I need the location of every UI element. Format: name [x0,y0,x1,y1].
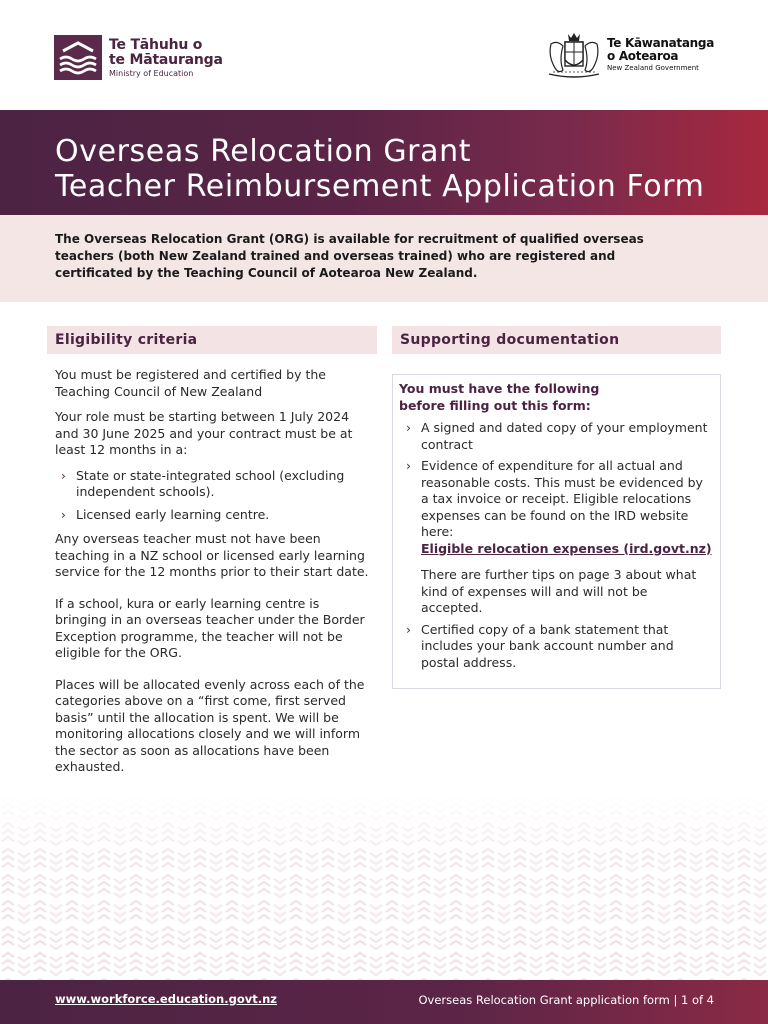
eligibility-bullet-1: State or state-integrated school (excluding independent schools). [76,467,345,499]
footer-page-info: Overseas Relocation Grant application form | 1 of 4 [418,993,714,1007]
chevron-right-icon: › [61,507,66,522]
eligibility-para-1: You must be registered and certified by the Teaching Council of New Zealand [55,367,326,399]
eligibility-bullet-2: Licensed early learning centre. [76,506,270,522]
documentation-item-2-note: There are further tips on page 3 about what kind of expenses will and will not be accepted. [421,567,697,615]
footer [0,980,768,1024]
eligibility-para-4: If a school, kura or early learning centre is bringing in an overseas teacher under the Border Exception programme, the teacher will not be eligible for the ORG. [55,595,365,660]
eligibility-section [47,326,377,785]
chevron-right-icon: › [406,458,411,473]
documentation-list [399,420,712,671]
documentation-lead: You must have the following before filling out this form: [399,381,600,413]
page-title-line1: Overseas Relocation Grant [55,134,472,169]
moe-logo-line1: Te Tāhuhu o [109,36,203,53]
title-banner [0,110,768,215]
eligibility-para-2: Your role must be starting between 1 July 2024 and 30 June 2025 and your contract must be at least 12 months in a: [55,409,353,457]
ird-expenses-link[interactable]: Eligible relocation expenses (ird.govt.nz) [421,540,712,556]
page-title-line2: Teacher Reimbursement Application Form [55,169,705,204]
intro-panel [0,215,768,302]
moe-logo-line3: Ministry of Education [109,68,194,78]
govt-logo-line1: Te Kāwanatanga [607,36,714,51]
decorative-pattern [0,795,768,980]
eligibility-bullet-list [55,468,369,524]
footer-website-link[interactable]: www.workforce.education.govt.nz [55,992,277,1006]
chevron-right-icon: › [61,468,66,483]
chevron-right-icon: › [406,621,411,637]
list-item [55,507,369,524]
govt-logo-line2: o Aotearoa [607,48,679,63]
list-item [55,468,369,501]
eligibility-heading: Eligibility criteria [47,326,377,354]
supporting-documentation-section [392,326,721,689]
documentation-item-2: Evidence of expenditure for all actual and reasonable costs. This must be evidenced by a tax invoice or receipt. Eligible relocations expenses can be found on the IRD website here: [421,458,703,539]
list-item [399,458,712,617]
documentation-item-3: Certified copy of a bank statement that includes your bank account number and postal address. [421,621,674,670]
page-title [55,134,704,204]
ministry-of-education-logo [54,35,223,80]
eligibility-para-5: Places will be allocated evenly across each of the categories above on a “first come, first served basis” until the allocation is spent. We will be monitoring allocations closely and we will inform the sector as soon as allocations have been exhausted. [55,676,365,774]
documentation-item-1: A signed and dated copy of your employment contract [421,420,708,452]
chevron-right-icon: › [406,420,411,435]
documentation-box [392,374,721,689]
moe-logo-line2: te Mātauranga [109,51,223,68]
intro-text: The Overseas Relocation Grant (ORG) is available for recruitment of qualified overseas teachers (both New Zealand trained and overseas trained) who are registered and certificated by the Teaching Council of Aotearoa New Zealand. [55,232,644,280]
list-item [399,622,712,672]
moe-mark-icon [54,35,102,80]
header-logos [0,0,768,110]
govt-logo-line3: New Zealand Government [607,64,699,73]
nz-government-logo [545,30,714,80]
supporting-heading: Supporting documentation [392,326,721,354]
list-item [399,420,712,453]
eligibility-para-3: Any overseas teacher must not have been teaching in a NZ school or licensed early learning service for the 12 months prior to their start date. [55,531,369,579]
coat-of-arms-icon [545,30,603,80]
